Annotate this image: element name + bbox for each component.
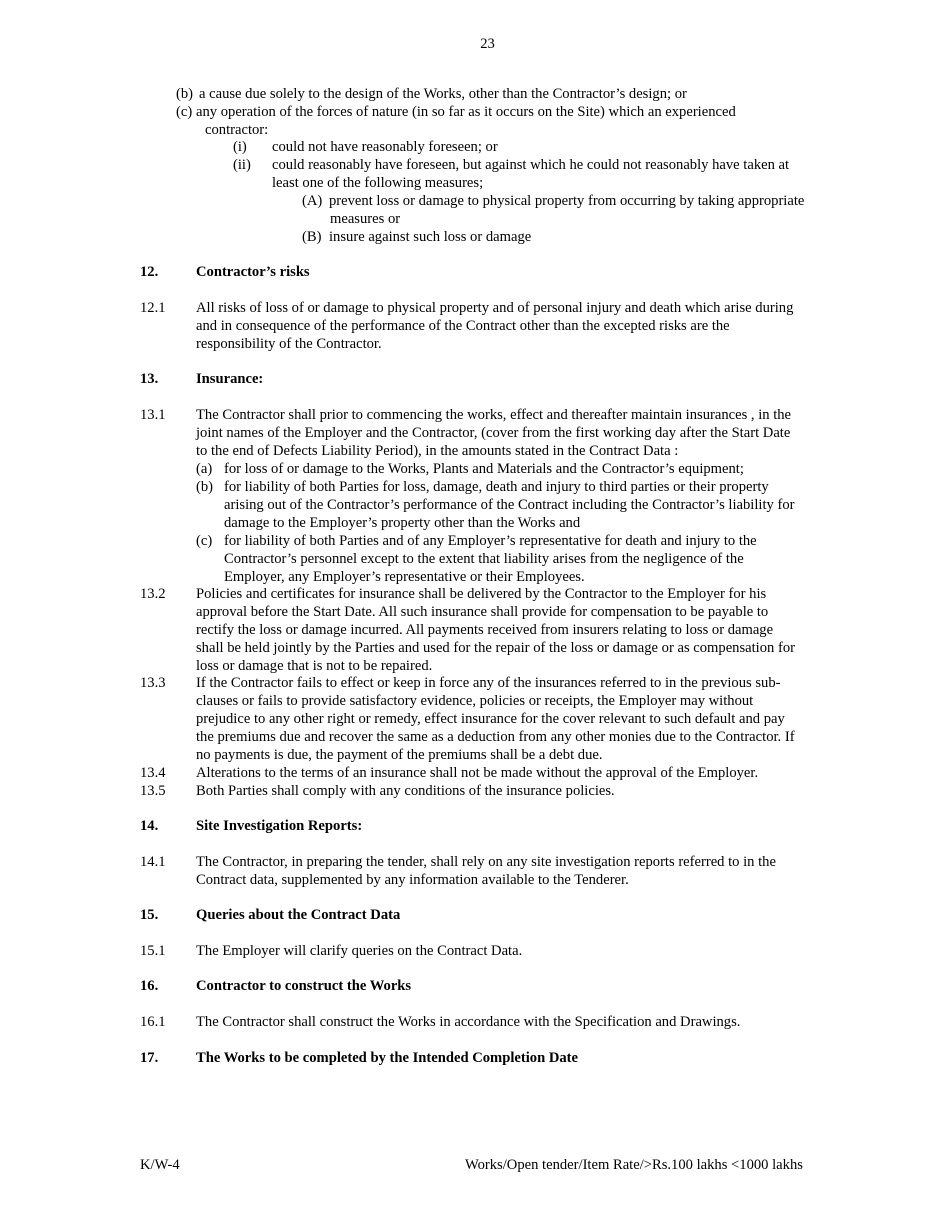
clause-12-1-line: responsibility of the Contractor.: [196, 336, 382, 352]
clause-14-1-number: 14.1: [140, 854, 166, 870]
section-17-number: 17.: [140, 1050, 159, 1066]
intro-i-text: could not have reasonably foreseen; or: [272, 139, 498, 155]
clause-12-1-line: All risks of loss of or damage to physical property and of personal injury and death which arise during: [196, 300, 794, 316]
clause-13-5-text: Both Parties shall comply with any conditions of the insurance policies.: [196, 783, 615, 799]
section-14-title: Site Investigation Reports:: [196, 818, 363, 834]
clause-13-4-number: 13.4: [140, 765, 166, 781]
section-12-number: 12.: [140, 264, 159, 280]
clause-13-1-b-line: for liability of both Parties for loss, damage, death and injury to third parties or their property: [224, 479, 769, 495]
clause-13-3-number: 13.3: [140, 675, 166, 691]
intro-c-text-1: any operation of the forces of nature (in so far as it occurs on the Site) which an experienced: [196, 104, 736, 120]
clause-13-3-line: prejudice to any other right or remedy, effect insurance for the cover relevant to such default and pay: [196, 711, 785, 727]
section-13-title: Insurance:: [196, 371, 264, 387]
section-15-title: Queries about the Contract Data: [196, 907, 401, 923]
intro-A-text-1: prevent loss or damage to physical property from occurring by taking appropriate: [329, 193, 805, 209]
intro-ii-text-1: could reasonably have foreseen, but against which he could not reasonably have taken at: [272, 157, 790, 173]
clause-13-1-number: 13.1: [140, 407, 166, 423]
clause-13-1-a-text: for loss of or damage to the Works, Plants and Materials and the Contractor’s equipment;: [224, 461, 744, 477]
intro-i-label: (i): [233, 139, 247, 155]
clause-13-2-number: 13.2: [140, 586, 166, 602]
clause-13-1-line: The Contractor shall prior to commencing the works, effect and thereafter maintain insurances , in the: [196, 407, 792, 423]
section-12-title: Contractor’s risks: [196, 264, 310, 280]
intro-b-label: (b): [176, 86, 194, 102]
clause-13-3-line: If the Contractor fails to effect or keep in force any of the insurances referred to in the previous sub-: [196, 675, 781, 691]
section-14-number: 14.: [140, 818, 159, 834]
footer-tender-info: Works/Open tender/Item Rate/>Rs.100 lakhs <1000 lakhs: [465, 1157, 803, 1173]
clause-13-2-line: approval before the Start Date. All such insurance shall provide for compensation to be payable to: [196, 604, 769, 620]
intro-A-text-2: measures or: [330, 211, 401, 227]
clause-13-3-line: no payments is due, the payment of the premiums shall be a debt due.: [196, 747, 603, 763]
clause-15-1-number: 15.1: [140, 943, 166, 959]
intro-c-label: (c): [176, 104, 193, 120]
clause-12-1-line: and in consequence of the performance of the Contract other than the excepted risks are the: [196, 318, 730, 334]
clause-13-1-c-line: Employer, any Employer’s representative or their Employees.: [224, 569, 585, 585]
clause-12-1-number: 12.1: [140, 300, 166, 316]
clause-13-4-text: Alterations to the terms of an insurance shall not be made without the approval of the Employer.: [196, 765, 759, 781]
clause-16-1-number: 16.1: [140, 1014, 166, 1030]
clause-16-1-text: The Contractor shall construct the Works in accordance with the Specification and Drawings.: [196, 1014, 741, 1030]
clause-13-1-c-line: for liability of both Parties and of any Employer’s representative for death and injury to the: [224, 533, 757, 549]
clause-13-1-b-label: (b): [196, 479, 214, 495]
clause-14-1-line: Contract data, supplemented by any information available to the Tenderer.: [196, 872, 629, 888]
clause-13-5-number: 13.5: [140, 783, 166, 799]
clause-13-1-b-line: damage to the Employer’s property other than the Works and: [224, 515, 581, 531]
clause-13-2-line: Policies and certificates for insurance shall be delivered by the Contractor to the Employer for his: [196, 586, 767, 602]
clause-13-1-line: joint names of the Employer and the Contractor, (cover from the first working day after the Start Date: [196, 425, 791, 441]
section-13-number: 13.: [140, 371, 159, 387]
clause-13-1-b-line: arising out of the Contractor’s performance of the Contract including the Contractor’s liability for: [224, 497, 795, 513]
intro-B-label: (B): [302, 229, 322, 245]
intro-c-text-2: contractor:: [205, 122, 269, 138]
intro-A-label: (A): [302, 193, 323, 209]
intro-ii-text-2: least one of the following measures;: [272, 175, 484, 191]
section-15-number: 15.: [140, 907, 159, 923]
clause-14-1-line: The Contractor, in preparing the tender, shall rely on any site investigation reports referred to in the: [196, 854, 776, 870]
clause-13-1-a-label: (a): [196, 461, 213, 477]
clause-13-1-c-line: Contractor’s personnel except to the extent that liability arises from the negligence of the: [224, 551, 744, 567]
clause-13-2-line: rectify the loss or damage incurred. All payments received from insurers relating to loss or damage: [196, 622, 774, 638]
intro-B-text: insure against such loss or damage: [329, 229, 532, 245]
clause-13-3-line: clauses or fails to provide satisfactory evidence, policies or receipts, the Employer may without: [196, 693, 754, 709]
clause-13-1-c-label: (c): [196, 533, 213, 549]
clause-13-1-line: to the end of Defects Liability Period), in the amounts stated in the Contract Data :: [196, 443, 679, 459]
intro-ii-label: (ii): [233, 157, 251, 173]
section-16-title: Contractor to construct the Works: [196, 978, 412, 994]
clause-15-1-text: The Employer will clarify queries on the Contract Data.: [196, 943, 523, 959]
intro-b-text: a cause due solely to the design of the Works, other than the Contractor’s design; or: [199, 86, 687, 102]
footer-doc-code: K/W-4: [140, 1157, 180, 1173]
section-17-title: The Works to be completed by the Intended Completion Date: [196, 1050, 579, 1066]
clause-13-2-line: shall be held jointly by the Parties and used for the repair of the loss or damage or as compensation for: [196, 640, 795, 656]
clause-13-2-line: loss or damage that is not to be repaired.: [196, 658, 433, 674]
section-16-number: 16.: [140, 978, 159, 994]
clause-13-3-line: the premiums due and recover the same as a deduction from any other monies due to the Contractor. If: [196, 729, 795, 745]
page-number: 23: [480, 36, 495, 52]
